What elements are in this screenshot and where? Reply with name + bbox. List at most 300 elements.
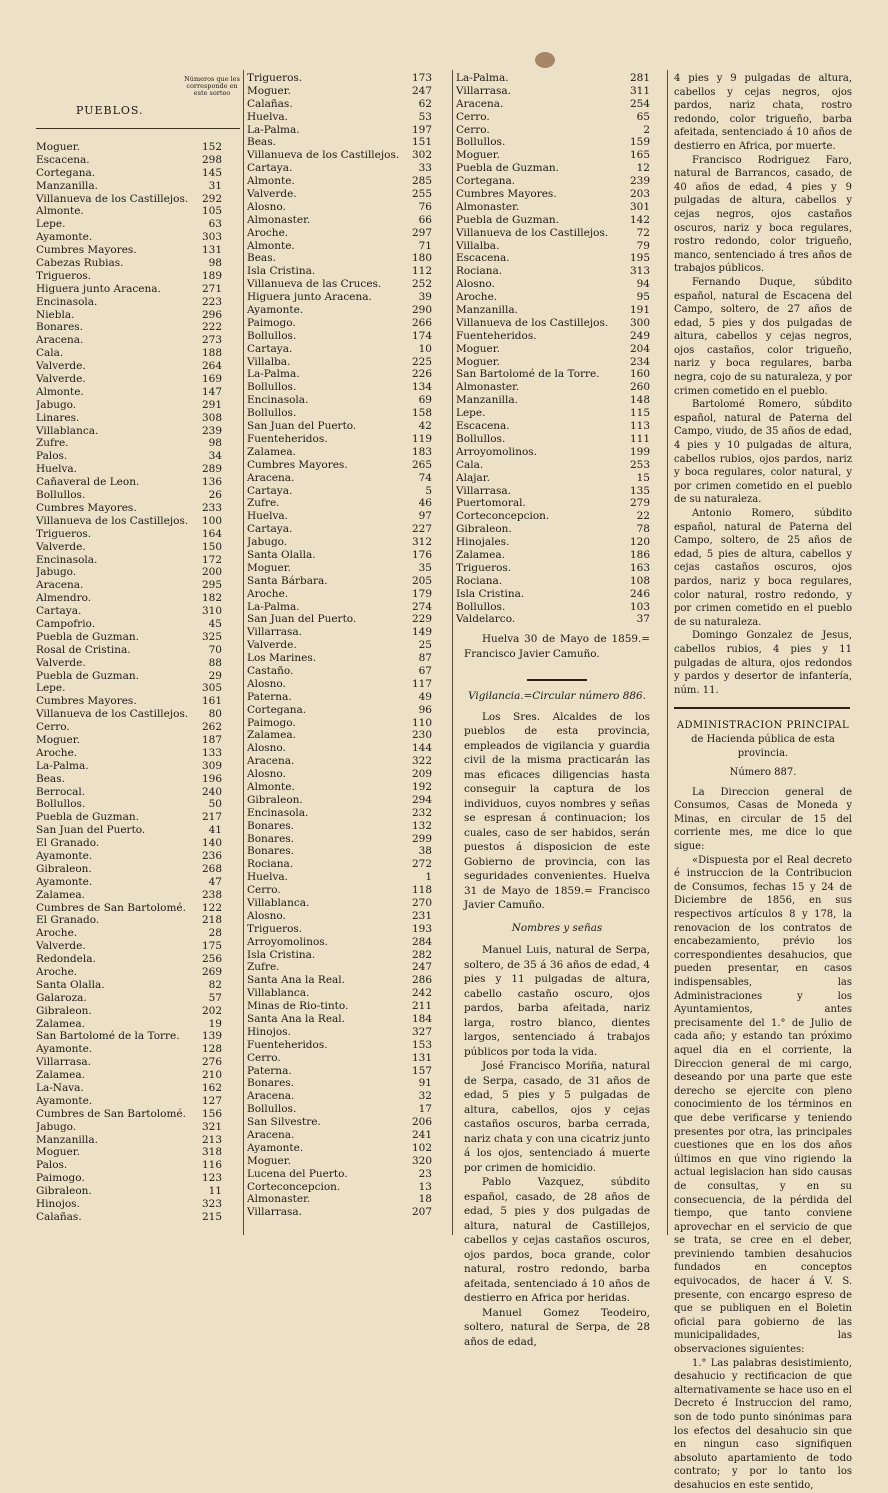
town-row: [36, 399, 222, 412]
town-row: [36, 631, 222, 644]
lot-number: 213: [201, 1133, 222, 1146]
town-name: Aroche.: [36, 927, 78, 940]
lot-number: 255: [411, 188, 432, 201]
town-row: [36, 1095, 222, 1108]
lot-number: 116: [201, 1159, 222, 1172]
town-name: Zufre.: [36, 437, 69, 450]
lot-number: 71: [418, 239, 432, 252]
town-row: [36, 747, 222, 760]
lot-number: 186: [629, 548, 650, 561]
lot-number: 222: [201, 321, 222, 334]
lot-number: 272: [411, 858, 432, 871]
town-name: Beas.: [247, 136, 276, 149]
lot-number: 163: [629, 561, 650, 574]
town-row: [36, 798, 222, 811]
lot-number: 18: [418, 1193, 432, 1206]
section-rule: [674, 707, 850, 709]
town-name: Encinasola.: [247, 806, 309, 819]
town-name: Linares.: [36, 411, 80, 424]
lot-number: 127: [201, 1094, 222, 1107]
town-row: [36, 141, 222, 154]
town-name: Cumbres Mayores.: [36, 244, 137, 257]
town-row: [456, 278, 650, 291]
town-row: [36, 1056, 222, 1069]
towns-column-1: [36, 141, 222, 1224]
town-name: Gibraleon.: [36, 1004, 92, 1017]
lot-number: 203: [629, 188, 650, 201]
lot-number: 273: [201, 334, 222, 347]
town-name: Valverde.: [247, 639, 297, 652]
town-name: La-Palma.: [456, 72, 509, 84]
town-row: [36, 1043, 222, 1056]
lot-number: 37: [636, 613, 650, 626]
lot-number: 162: [201, 1082, 222, 1095]
town-name: Valverde.: [36, 656, 86, 669]
town-row: [36, 412, 222, 425]
lot-number: 311: [629, 84, 650, 97]
town-name: Villanueva de las Cruces.: [247, 278, 382, 291]
town-row: [247, 446, 432, 459]
town-name: Cartaya.: [247, 162, 293, 175]
town-name: Hinojales.: [456, 536, 510, 549]
town-row: [36, 244, 222, 257]
town-name: Aracena.: [247, 1129, 295, 1142]
lot-number: 199: [629, 445, 650, 458]
town-row: [247, 394, 432, 407]
lot-number: 239: [629, 175, 650, 188]
lot-number: 119: [411, 432, 432, 445]
town-name: Trigueros.: [247, 72, 303, 84]
lot-number: 274: [411, 600, 432, 613]
town-name: Villanueva de los Castillejos.: [36, 708, 189, 721]
lot-number: 32: [418, 1090, 432, 1103]
lot-number: 312: [411, 536, 432, 549]
town-name: Lepe.: [456, 407, 486, 420]
town-name: Ayamonte.: [36, 849, 93, 862]
lot-number: 95: [636, 291, 650, 304]
lot-number: 5: [425, 484, 432, 497]
town-name: Aroche.: [247, 226, 289, 239]
town-row: [36, 463, 222, 476]
lot-number: 79: [636, 239, 650, 252]
town-name: Villanueva de los Castillejos.: [36, 192, 189, 205]
lot-number: 96: [418, 703, 432, 716]
town-name: San Bartolomé de la Torre.: [456, 368, 600, 381]
person-entry: José Francisco Moriña, natural de Serpa, casado, de 31 años de edad, 5 pies y 5 pulgadas de altura, cabellos, ojos y cejas castaños oscuros, barba cerrada, nariz chata y con una cicatriz junto á los ojos, sentenciado á muerte por crimen de homicidio.: [464, 1060, 650, 1174]
town-name: Trigueros.: [36, 269, 92, 282]
lot-number: 47: [208, 875, 222, 888]
header-rule: [36, 128, 240, 129]
town-name: Bollullos.: [36, 489, 86, 502]
town-row: [247, 626, 432, 639]
town-row: [456, 536, 650, 549]
admin-subtitle: de Hacienda pública de esta provincia.: [691, 733, 835, 759]
town-name: Puebla de Guzman.: [456, 162, 559, 175]
town-name: Moguer.: [247, 1154, 291, 1167]
town-row: [36, 657, 222, 670]
town-name: Villablanca.: [247, 987, 310, 1000]
town-name: Valverde.: [36, 360, 86, 373]
lot-number: 320: [411, 1154, 432, 1167]
lot-number: 189: [201, 269, 222, 282]
town-name: Zufre.: [247, 497, 280, 510]
town-row: [456, 136, 650, 149]
town-name: Ayamonte.: [247, 1141, 304, 1154]
town-row: [247, 265, 432, 278]
town-name: Villablanca.: [36, 424, 99, 437]
lot-number: 65: [636, 110, 650, 123]
lot-number: 122: [201, 901, 222, 914]
town-row: [36, 1185, 222, 1198]
town-row: [36, 347, 222, 360]
lot-number: 88: [208, 656, 222, 669]
town-row: [36, 360, 222, 373]
lot-number: 10: [418, 342, 432, 355]
town-name: Villanueva de los Castillejos.: [36, 514, 189, 527]
town-name: Encinasola.: [36, 295, 98, 308]
town-name: Moguer.: [456, 149, 500, 162]
town-row: [247, 136, 432, 149]
town-row: [247, 1090, 432, 1103]
town-name: Trigueros.: [36, 527, 92, 540]
town-row: [247, 98, 432, 111]
lot-number: 98: [208, 257, 222, 270]
town-row: [247, 961, 432, 974]
town-name: Aracena.: [247, 1090, 295, 1103]
lot-number: 205: [411, 574, 432, 587]
lot-number: 128: [201, 1043, 222, 1056]
lot-number: 97: [418, 510, 432, 523]
town-row: [247, 201, 432, 214]
lot-number: 150: [201, 540, 222, 553]
town-row: [247, 1039, 432, 1052]
lot-number: 303: [201, 231, 222, 244]
lot-number: 295: [201, 579, 222, 592]
town-name: Hinojos.: [247, 1025, 291, 1038]
circular-title: Vigilancia.=Circular número 886.: [468, 690, 646, 702]
lot-number: 62: [418, 97, 432, 110]
town-row: [247, 330, 432, 343]
lot-number: 38: [418, 845, 432, 858]
lot-number: 191: [629, 304, 650, 317]
town-name: Cumbres Mayores.: [247, 458, 348, 471]
town-row: [247, 755, 432, 768]
town-row: [36, 721, 222, 734]
lot-number: 233: [201, 501, 222, 514]
town-name: Puebla de Guzman.: [456, 213, 559, 226]
town-name: Beas.: [36, 772, 65, 785]
town-row: [456, 472, 650, 485]
section-rule: [527, 679, 587, 681]
town-row: [36, 592, 222, 605]
town-name: Alajar.: [456, 471, 490, 484]
town-name: Cerro.: [456, 123, 490, 136]
town-row: [36, 889, 222, 902]
town-name: Rociana.: [247, 858, 294, 871]
lot-number: 270: [411, 897, 432, 909]
town-row: [36, 966, 222, 979]
lot-number: 35: [418, 561, 432, 574]
town-name: Alosno.: [247, 909, 286, 922]
town-name: Calañas.: [36, 1210, 82, 1223]
lot-number: 69: [418, 394, 432, 407]
lot-number: 70: [208, 643, 222, 656]
town-row: [36, 605, 222, 618]
lot-number: 142: [629, 213, 650, 226]
town-name: Bollullos.: [247, 407, 297, 420]
town-name: Bonares.: [36, 321, 84, 334]
lot-number: 227: [411, 523, 432, 536]
town-row: [247, 897, 432, 910]
lot-number: 247: [411, 84, 432, 97]
lot-number: 238: [201, 888, 222, 901]
lot-number: 234: [629, 355, 650, 368]
town-name: Cerro.: [247, 1051, 281, 1064]
town-row: [456, 111, 650, 124]
town-name: Lepe.: [36, 682, 66, 695]
town-name: Paterna.: [247, 1064, 292, 1077]
lot-number: 115: [629, 407, 650, 420]
town-row: [456, 446, 650, 459]
town-row: [247, 149, 432, 162]
towns-column-3: [456, 72, 650, 626]
town-row: [36, 1108, 222, 1121]
town-name: Santa Ana la Real.: [247, 974, 346, 987]
notice-number: Número 887.: [729, 767, 797, 779]
town-name: Huelva.: [247, 510, 289, 523]
lot-number: 204: [629, 342, 650, 355]
lot-number: 148: [629, 394, 650, 407]
col4-text: [674, 72, 852, 1493]
lot-number: 225: [411, 355, 432, 368]
town-row: [36, 489, 222, 502]
lot-number: 210: [201, 1069, 222, 1082]
lot-number: 53: [418, 110, 432, 123]
lot-number: 49: [418, 690, 432, 703]
town-row: [247, 175, 432, 188]
town-row: [247, 1129, 432, 1142]
town-name: Cerro.: [247, 884, 281, 897]
town-name: Cerro.: [456, 110, 490, 123]
lot-number: 281: [629, 72, 650, 84]
town-name: Bollullos.: [247, 329, 297, 342]
town-row: [247, 356, 432, 369]
lot-number: 134: [411, 381, 432, 394]
town-row: [36, 953, 222, 966]
town-row: [36, 773, 222, 786]
town-name: Bonares.: [247, 845, 295, 858]
town-row: [36, 205, 222, 218]
town-name: Aroche.: [247, 587, 289, 600]
header-subtitle: Números que les corresponde en este sorteo: [184, 75, 240, 97]
town-name: Villarrasa.: [247, 626, 303, 639]
town-row: [456, 356, 650, 369]
lot-number: 11: [208, 1185, 222, 1198]
town-row: [247, 858, 432, 871]
lot-number: 301: [629, 200, 650, 213]
town-row: [247, 974, 432, 987]
town-name: Villarrasa.: [456, 84, 512, 97]
town-name: Almonaster.: [456, 381, 520, 394]
lot-number: 63: [208, 218, 222, 231]
lot-number: 313: [629, 265, 650, 278]
town-row: [456, 124, 650, 137]
lot-number: 218: [201, 914, 222, 927]
town-row: [456, 562, 650, 575]
lot-number: 140: [201, 837, 222, 850]
town-name: Alosno.: [247, 742, 286, 755]
town-row: [36, 334, 222, 347]
signature: Huelva 30 de Mayo de 1859.= Francisco Javier Camuño.: [464, 633, 650, 660]
town-row: [456, 407, 650, 420]
town-row: [36, 425, 222, 438]
town-name: Villanueva de los Castillejos.: [456, 316, 609, 329]
lot-number: 72: [636, 226, 650, 239]
lot-number: 133: [201, 746, 222, 759]
person-entry: Francisco Rodriguez Faro, natural de Barrancos, casado, de 40 años de edad, 4 pies y 9 pulgadas de altura, cabellos y cejas negros, ojos castaños oscuros, nariz y boca regulares, rostro redondo, color trigueño, manco, sentenciado á tres años de trabajos públicos.: [674, 154, 852, 275]
town-row: [456, 381, 650, 394]
town-name: Zalamea.: [36, 1069, 85, 1082]
town-row: [36, 708, 222, 721]
town-row: [36, 476, 222, 489]
town-name: Santa Bárbara.: [247, 574, 328, 587]
town-name: Almonte.: [36, 205, 84, 218]
town-name: Valdelarco.: [456, 613, 516, 626]
town-name: Jabugo.: [36, 398, 77, 411]
lot-number: 174: [411, 329, 432, 342]
lot-number: 12: [636, 162, 650, 175]
town-name: Bollullos.: [456, 600, 506, 613]
lot-number: 46: [418, 497, 432, 510]
town-name: Cumbres Mayores.: [36, 501, 137, 514]
person-entry: Manuel Gomez Teodeiro, soltero, natural de Serpa, de 28 años de edad,: [464, 1306, 650, 1348]
town-row: [456, 265, 650, 278]
town-row: [247, 111, 432, 124]
town-name: Beas.: [247, 252, 276, 265]
town-name: La-Nava.: [36, 1082, 84, 1095]
lot-number: 239: [201, 424, 222, 437]
lot-number: 268: [201, 862, 222, 875]
town-row: [36, 283, 222, 296]
town-row: [247, 704, 432, 717]
lot-number: 131: [201, 244, 222, 257]
lot-number: 286: [411, 974, 432, 987]
lot-number: 308: [201, 411, 222, 424]
town-name: Rosal de Cristina.: [36, 643, 131, 656]
town-row: [456, 85, 650, 98]
town-row: [36, 940, 222, 953]
town-row: [36, 218, 222, 231]
town-name: Valverde.: [36, 940, 86, 953]
town-row: [36, 1134, 222, 1147]
lot-number: 284: [411, 935, 432, 948]
lot-number: 309: [201, 759, 222, 772]
town-row: [247, 742, 432, 755]
lot-number: 112: [411, 265, 432, 278]
town-row: [36, 579, 222, 592]
town-row: [247, 884, 432, 897]
town-row: [247, 562, 432, 575]
town-name: San Silvestre.: [247, 1116, 321, 1129]
town-row: [247, 343, 432, 356]
town-name: Cumbres Mayores.: [36, 695, 137, 708]
lot-number: 242: [411, 987, 432, 1000]
town-name: Gibraleon.: [36, 862, 92, 875]
lot-number: 217: [201, 811, 222, 824]
town-name: Bollullos.: [456, 136, 506, 149]
person-entry: Pablo Vazquez, súbdito español, casado, de 28 años de edad, 5 pies y dos pulgadas de altura, natural de Castillejos, cabellos y cejas castaños oscuros, ojos pardos, boca grande, color natural, rostro redondo, barba afeitada, sentenciado á 10 años de destierro en Africa por heridas.: [464, 1176, 650, 1304]
town-name: La-Palma.: [247, 123, 300, 136]
town-row: [36, 1146, 222, 1159]
town-name: Trigueros.: [247, 922, 303, 935]
town-row: [247, 1000, 432, 1013]
town-row: [247, 588, 432, 601]
town-name: Puebla de Guzman.: [36, 630, 139, 643]
lot-number: 23: [418, 1167, 432, 1180]
town-name: Villalba.: [456, 239, 500, 252]
lot-number: 31: [208, 179, 222, 192]
lot-number: 252: [411, 278, 432, 291]
town-name: Cartaya.: [247, 484, 293, 497]
lot-number: 187: [201, 733, 222, 746]
town-name: Moguer.: [36, 733, 80, 746]
town-name: Ayamonte.: [36, 1094, 93, 1107]
town-name: Gibraleon.: [36, 1185, 92, 1198]
town-row: [247, 72, 432, 85]
town-name: Bollullos.: [36, 798, 86, 811]
town-name: Cumbres Mayores.: [456, 188, 557, 201]
town-row: [247, 575, 432, 588]
town-name: Aracena.: [36, 334, 84, 347]
lot-number: 66: [418, 213, 432, 226]
town-name: Puebla de Guzman.: [36, 811, 139, 824]
town-row: [247, 1142, 432, 1155]
town-name: Arroyomolinos.: [456, 445, 538, 458]
town-row: [247, 833, 432, 846]
lot-number: 67: [418, 664, 432, 677]
lot-number: 80: [208, 708, 222, 721]
notice-paragraph: La Direccion general de Consumos, Casas de Moneda y Minas, en circular de 15 del corriente mes, me dice lo que sigue:: [674, 786, 852, 853]
town-name: Zufre.: [247, 961, 280, 974]
lot-number: 241: [411, 1129, 432, 1142]
lot-number: 94: [636, 278, 650, 291]
town-row: [247, 162, 432, 175]
town-name: Los Marines.: [247, 652, 317, 665]
lot-number: 327: [411, 1025, 432, 1038]
lot-number: 160: [629, 368, 650, 381]
town-row: [456, 188, 650, 201]
town-name: La-Palma.: [36, 759, 89, 772]
lot-number: 39: [418, 291, 432, 304]
lot-number: 120: [629, 536, 650, 549]
town-row: [247, 188, 432, 201]
lot-number: 195: [629, 252, 650, 265]
lot-number: 325: [201, 630, 222, 643]
town-name: Bollullos.: [247, 381, 297, 394]
town-name: Aroche.: [36, 966, 78, 978]
town-row: [247, 420, 432, 433]
town-name: Aroche.: [36, 746, 78, 759]
town-name: Palos.: [36, 1159, 68, 1172]
town-name: El Granado.: [36, 837, 100, 850]
town-name: Trigueros.: [456, 561, 512, 574]
lot-number: 50: [208, 798, 222, 811]
lot-number: 183: [411, 445, 432, 458]
town-name: Isla Cristina.: [247, 265, 316, 278]
town-name: El Granado.: [36, 914, 100, 927]
column-divider: [243, 70, 244, 1235]
town-name: Cortegana.: [247, 703, 307, 716]
